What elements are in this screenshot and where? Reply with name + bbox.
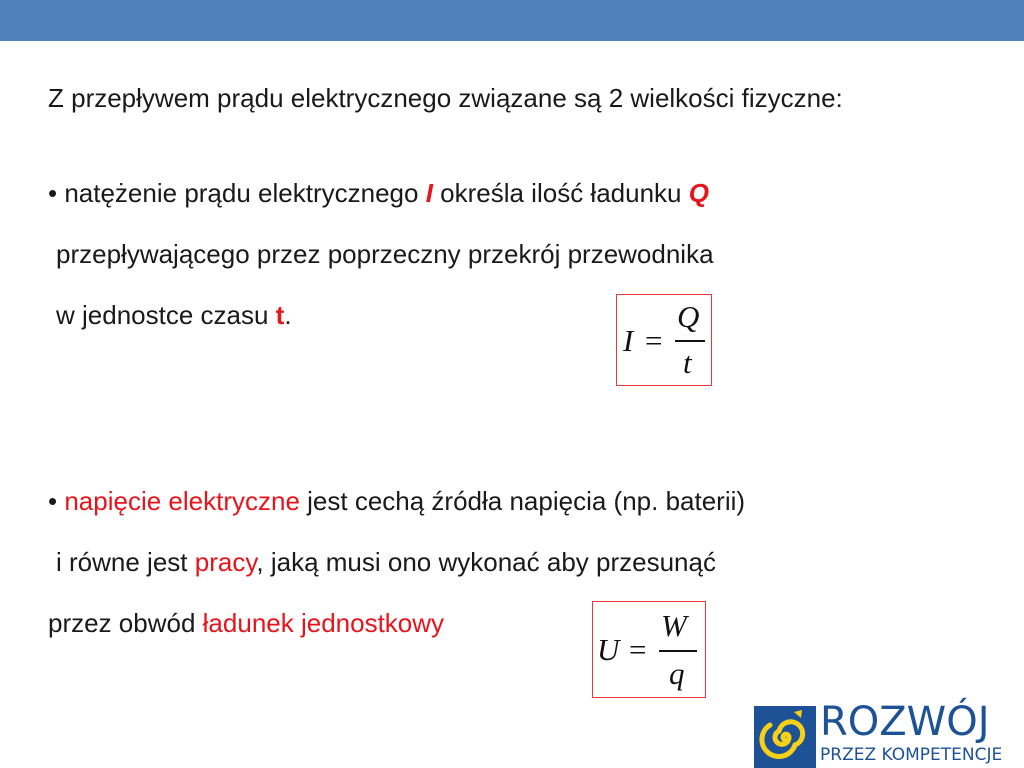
formula-current-box	[616, 294, 712, 386]
formula-current-numerator: Q	[677, 299, 700, 334]
formula-voltage-box	[592, 601, 706, 698]
logo-title: ROZWÓJ	[820, 699, 990, 745]
point2-text-c: , jaką musi ono wykonać aby przesunąć	[256, 547, 716, 577]
point2-text-d: przez obwód	[48, 608, 203, 638]
formula-voltage	[593, 602, 707, 699]
term-voltage: napięcie elektryczne	[64, 486, 300, 516]
symbol-Q: Q	[688, 178, 709, 208]
term-work: pracy	[194, 547, 257, 577]
bullet-1: •	[48, 178, 58, 208]
intro-label: Z przepływem prądu elektrycznego związane są 2 wielkości fizyczne:	[48, 83, 843, 113]
formula-current-denominator: t	[683, 345, 692, 380]
point1-line1	[48, 176, 709, 210]
header-bar	[0, 0, 1024, 41]
formula-current-lhs: I	[623, 323, 634, 358]
fraction-bar	[659, 650, 697, 652]
point1-line2	[56, 237, 714, 271]
formula-voltage-denominator: q	[669, 656, 685, 691]
logo-rozwoj	[754, 700, 1024, 768]
formula-current-equals: =	[645, 323, 663, 358]
formula-current	[617, 295, 713, 387]
fraction-bar	[675, 340, 705, 342]
symbol-I: I	[425, 178, 433, 208]
point2-text-b: i równe jest	[56, 547, 195, 577]
logo-spiral-icon	[754, 706, 816, 768]
point1-line3	[56, 298, 292, 332]
point2-line3	[48, 606, 444, 640]
point2-text-a: jest cechą źródła napięcia (np. baterii)	[299, 486, 746, 516]
bullet-2: •	[48, 486, 58, 516]
period: .	[284, 300, 292, 330]
point1-text-line3: w jednostce czasu	[56, 300, 276, 330]
point1-text-b: określa ilość ładunku	[432, 178, 689, 208]
logo-subtitle: PRZEZ KOMPETENCJE	[820, 745, 1003, 765]
intro-text	[48, 81, 843, 115]
term-unit-charge: ładunek jednostkowy	[202, 608, 445, 638]
formula-voltage-numerator: W	[661, 608, 687, 643]
point2-line1	[48, 484, 745, 518]
point1-text-line2: przepływającego przez poprzeczny przekrój przewodnika	[56, 239, 714, 269]
point1-text-a: natężenie prądu elektrycznego	[57, 178, 426, 208]
symbol-t: t	[275, 300, 285, 330]
point2-line2	[56, 545, 716, 579]
formula-voltage-equals: =	[629, 632, 647, 667]
formula-voltage-lhs: U	[597, 632, 620, 667]
